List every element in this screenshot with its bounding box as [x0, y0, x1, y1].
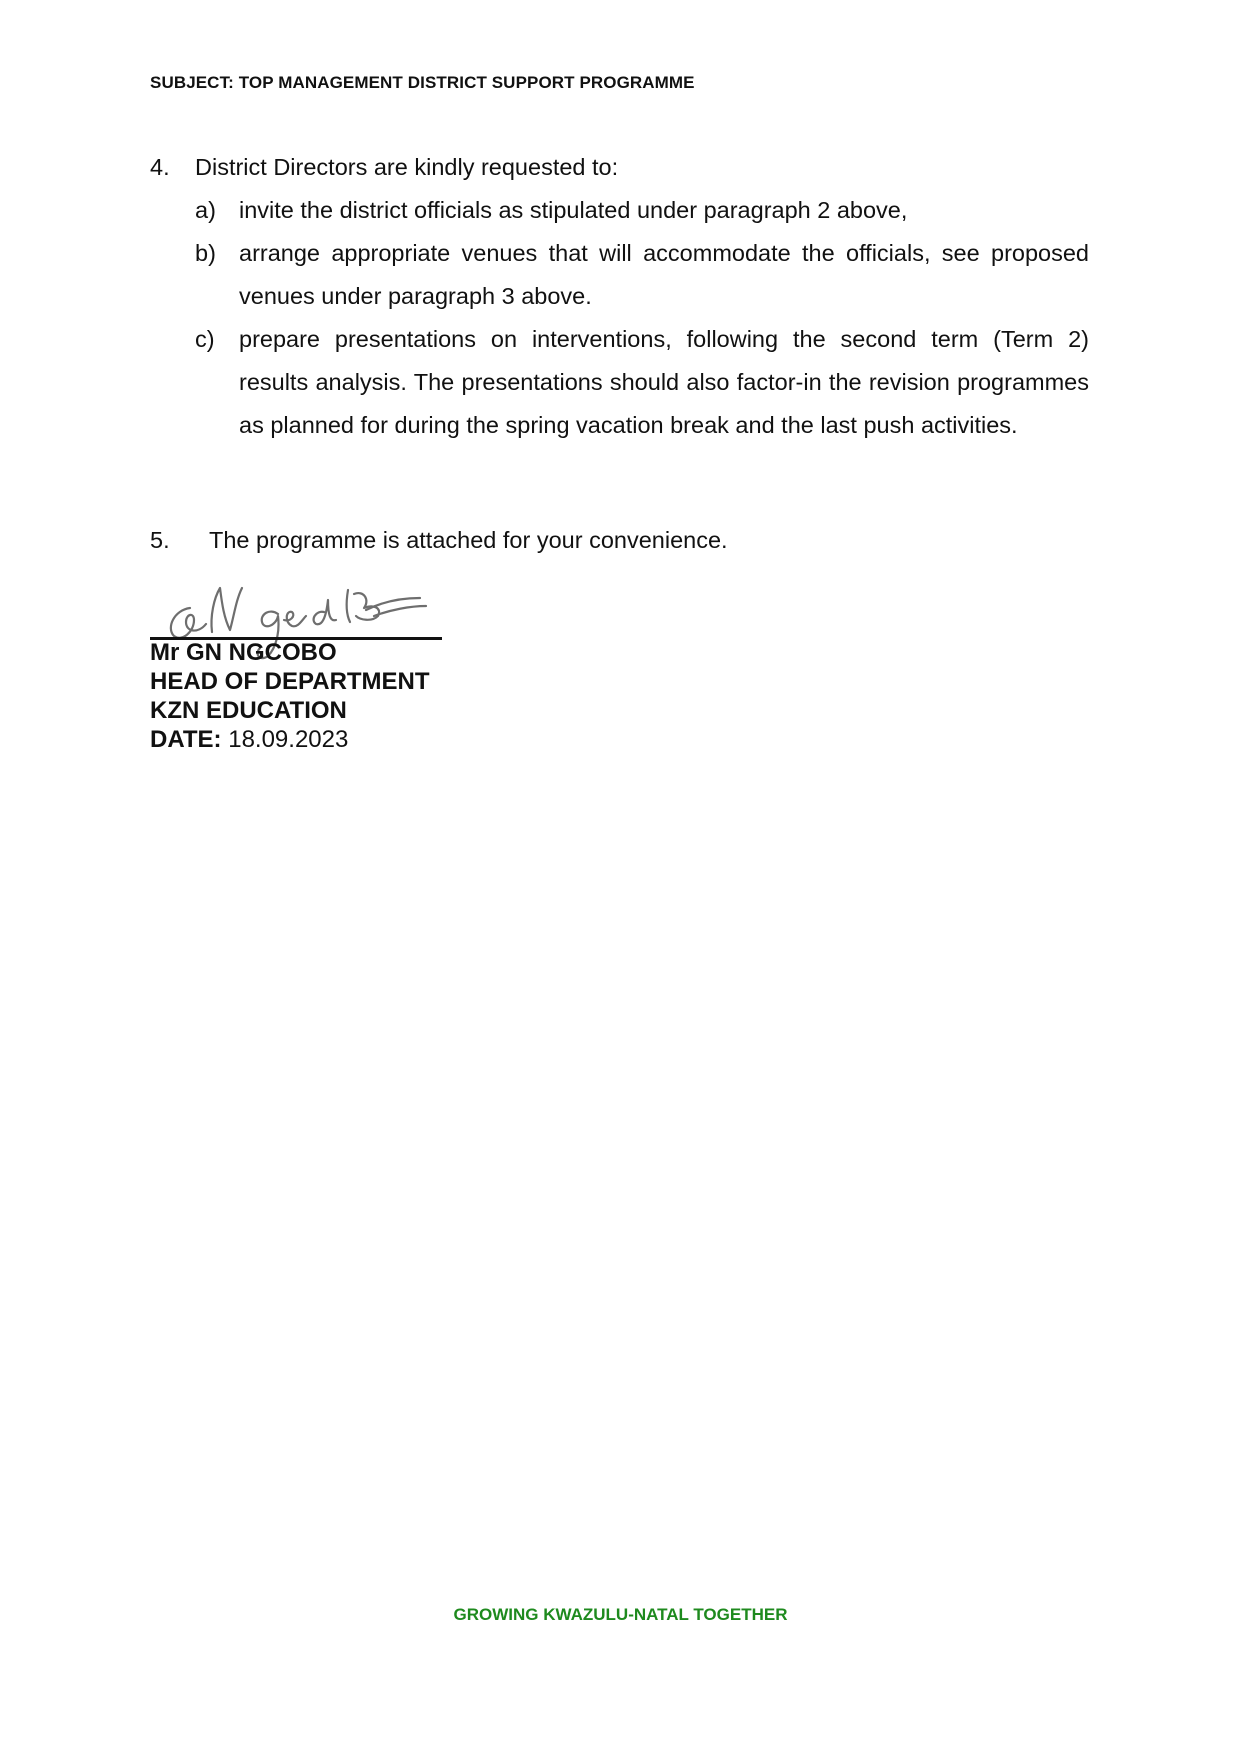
footer-slogan: GROWING KWAZULU-NATAL TOGETHER [453, 1605, 788, 1624]
list-item-letter: b) [195, 240, 216, 266]
signatory-name: Mr GN NGCOBO [150, 639, 337, 666]
signature-date [150, 725, 430, 754]
signature-block [150, 638, 430, 754]
list-item-letter: c) [195, 326, 215, 352]
signatory-organisation: KZN EDUCATION [150, 697, 347, 724]
list-item-text: invite the district officials as stipulated under paragraph 2 above, [239, 197, 908, 223]
list-item-text: prepare presentations on interventions, following the second term (Term 2) results analysis. The presentations should also factor-in the revision programmes as planned for during the spring vacation break and the last push activities. [239, 326, 1089, 438]
date-value: 18.09.2023 [228, 726, 349, 753]
document-subject: SUBJECT: TOP MANAGEMENT DISTRICT SUPPORT PROGRAMME [150, 73, 695, 92]
list-item-text: arrange appropriate venues that will accommodate the officials, see proposed venues under paragraph 3 above. [239, 240, 1089, 309]
paragraph-number: 4. [150, 154, 170, 180]
paragraph-text: The programme is attached for your convenience. [209, 527, 728, 553]
list-item-letter: a) [195, 197, 216, 223]
signatory-title: HEAD OF DEPARTMENT [150, 668, 430, 695]
paragraph-intro: District Directors are kindly requested to: [195, 154, 619, 180]
paragraph-number: 5. [150, 527, 170, 553]
date-label: DATE: [150, 726, 222, 753]
